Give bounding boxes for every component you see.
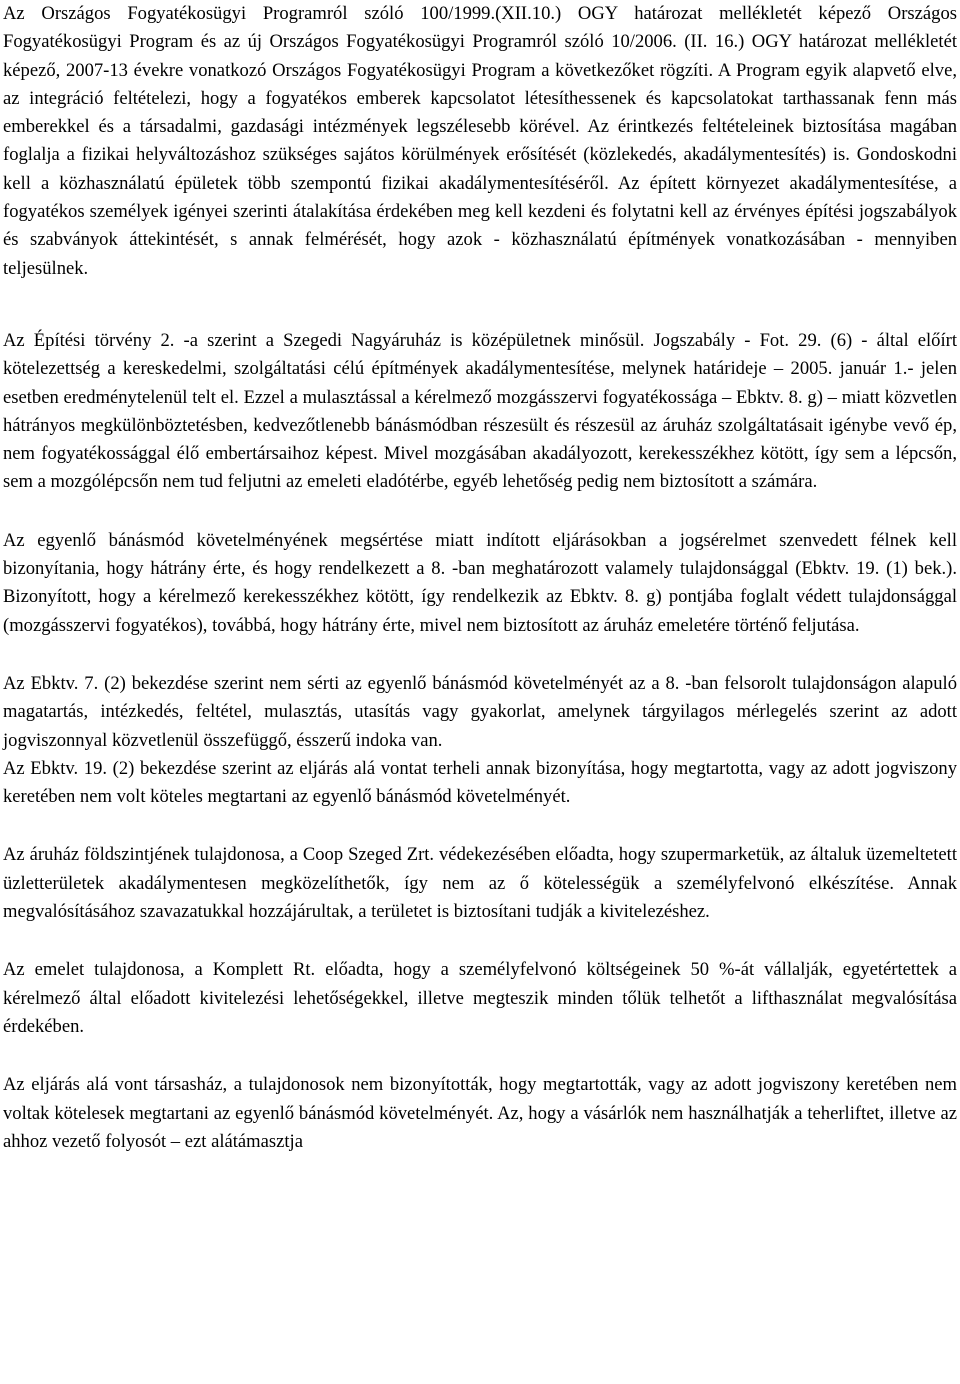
paragraph-equal-treatment: Az egyenlő bánásmód követelményének megsértése miatt indított eljárásokban a jogsérelmet szenvedett félnek kell bizonyítania, hogy hátrány érte, és hogy rendelkezett a 8. -ban meghatározott valamely tulajdonsággal (Ebktv. 19. (1) bek.). Bizonyított, hogy a kérelmező kerekesszékhez kötött, így rendelkezik az Ebktv. 8. g) pontjába foglalt védett tulajdonsággal (mozgásszervi fogyatékos), továbbá, hogy hátrány érte, mivel nem biztosított az áruház emeletére történő feljutása. — [3, 529, 957, 636]
paragraph-condominium: Az eljárás alá vont társasház, a tulajdonosok nem bizonyították, hogy megtartották, vagy az adott jogviszony keretében nem voltak kötelesek megtartani az egyenlő bánásmód követelményét. Az, hogy a vásárlók nem használhatják a teherliftet, illetve az ahhoz vezető folyosót – ezt alátámasztja — [3, 1074, 957, 1152]
paragraph-spacer — [3, 497, 957, 527]
paragraph-spacer — [3, 926, 957, 956]
paragraph-spacer — [3, 283, 957, 327]
paragraph-spacer — [3, 640, 957, 670]
paragraph-spacer — [3, 1041, 957, 1071]
paragraph-building-law: Az Építési törvény 2. -a szerint a Szegedi Nagyáruház is középületnek minősül. Jogszabály - Fot. 29. (6) - által előírt kötelezettség a kereskedelmi, szolgáltatási célú építmények akadálymentesítése, melynek határideje – 2005. január 1.- jelen esetben eredménytelenül telt el. Ezzel a mulasztással a kérelmező mozgásszervi fogyatékossága – Ebktv. 8. g) – miatt közvetlen hátrányos megkülönböztetésben, kedvezőtlenebb bánásmódban részesült és részesül az áruház szolgáltatásait igénybe vevő ép, nem fogyatékossággal élő embertársaihoz képest. Mivel mozgásában akadályozott, kerekesszékhez kötött, így sem a lépcsőn, sem a mozgólépcsőn nem tud feljutni az emeleti eladótérbe, egyéb lehetőség pedig nem biztosított a számára. — [3, 329, 957, 493]
paragraph-ebktv-19: Az Ebktv. 19. (2) bekezdése szerint az eljárás alá vontat terheli annak bizonyítása, hogy megtartotta, vagy az adott jogviszony keretében nem volt köteles megtartani az egyenlő bánásmód követelményét. — [3, 757, 957, 808]
paragraph-komplett: Az emelet tulajdonosa, a Komplett Rt. előadta, hogy a személyfelvonó költségeinek 50 %-át vállalják, egyetértettek a kérelmező által előadott kivitelezési lehetőségekkel, illetve megteszik minden tőlük telhetőt a lifthasználat megvalósítása érdekében. — [3, 959, 957, 1037]
paragraph-ebktv-7: Az Ebktv. 7. (2) bekezdése szerint nem sérti az egyenlő bánásmód követelményét az a 8. -ban felsorolt tulajdonságon alapuló magatartás, intézkedés, feltétel, mulasztás, utasítás vagy gyakorlat, amelynek tárgyilagos mérlegelés szerint az adott jogviszonnyal közvetlenül összefüggő, ésszerű indoka van. — [3, 672, 957, 751]
paragraph-coop-szeged: Az áruház földszintjének tulajdonosa, a Coop Szeged Zrt. védekezésében előadta, hogy szupermarketük, az általuk üzemeltetett üzletterületek akadálymentesen megközelíthetők, így nem az ő kötelességük a személyfelvonó elkészítése. Annak megvalósításához szavazatukkal hozzájárultak, a területet is biztosítani tudják a kivitelezéshez. — [3, 844, 957, 923]
paragraph-spacer — [3, 811, 957, 841]
paragraph-program: Az Országos Fogyatékosügyi Programról szóló 100/1999.(XII.10.) OGY határozat mellékletét képező Országos Fogyatékosügyi Program és az új Országos Fogyatékosügyi Programról szóló 10/2006. (II. 16.) OGY határozat mellékletét képező, 2007-13 évekre vonatkozó Országos Fogyatékosügyi Program a következőket rögzíti. A Program egyik alapvető elve, az integráció feltételezi, hogy a fogyatékos emberek kapcsolatot létesíthessenek és kapcsolatokat tarthassanak fenn más emberekkel és a társadalmi, gazdasági intézmények legszélesebb körével. Az érintkezés feltételeinek biztosítása magában foglalja a fizikai helyváltozáshoz szükséges sajátos körülmények erősítését (közlekedés, akadálymentesítés) is. Gondoskodni kell a közhasználatú épületek több szempontú fizikai akadálymentesítéséről. Az épített környezet akadálymentesítése, a fogyatékos személyek igényei szerinti átalakítása érdekében meg kell kezdeni és folytatni kell az érvényes építési jogszabályok és szabványok áttekintését, s annak felmérését, hogy azok - közhasználatú építmények vonatkozásában - mennyiben teljesülnek. — [3, 3, 957, 279]
